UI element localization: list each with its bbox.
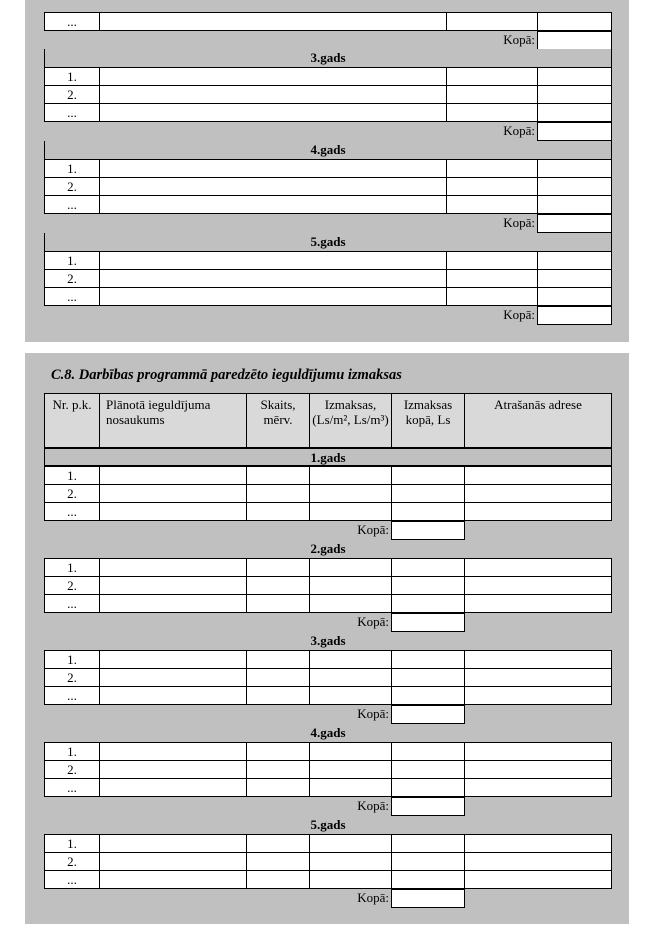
total-field[interactable] [391,797,465,816]
value-cell[interactable] [537,12,612,31]
investment-cell[interactable] [391,668,465,687]
investment-cell[interactable] [391,594,465,613]
value-cell[interactable] [446,251,538,270]
table-row [44,466,631,485]
name-cell[interactable] [99,269,447,288]
total-field[interactable] [537,214,612,233]
table-row [44,103,631,122]
row-number: ... [44,870,100,889]
investment-cell[interactable] [99,852,247,871]
investment-cell[interactable] [391,834,465,853]
investment-cell[interactable] [464,760,612,779]
investment-cell[interactable] [309,558,392,577]
previous-table-panel [25,0,629,342]
investment-cell[interactable] [309,650,392,669]
total-field[interactable] [391,521,465,540]
investment-cell[interactable] [99,834,247,853]
investment-cell[interactable] [99,760,247,779]
table-row [44,195,631,214]
table-row [44,269,631,288]
row-number: 1. [44,466,100,485]
value-cell[interactable] [537,177,612,196]
row-number: 1. [44,67,100,86]
table-row [44,576,631,595]
investment-cell[interactable] [464,558,612,577]
table-row [44,834,631,853]
investment-cell[interactable] [464,834,612,853]
total-label: Kopā: [503,123,535,138]
value-cell[interactable] [446,195,538,214]
row-number: 2. [44,576,100,595]
row-number: ... [44,195,100,214]
row-number: 2. [44,269,100,288]
name-cell[interactable] [99,195,447,214]
investment-cell[interactable] [246,558,310,577]
year-header: 2.gads [44,540,612,558]
investment-cell[interactable] [391,742,465,761]
table-row [44,558,631,577]
investment-cell[interactable] [246,484,310,503]
total-label: Kopā: [357,890,389,905]
investment-cell[interactable] [99,484,247,503]
investment-cell[interactable] [99,466,247,485]
value-cell[interactable] [446,67,538,86]
investment-cell[interactable] [464,852,612,871]
row-number: 1. [44,558,100,577]
investment-costs-panel [25,353,629,924]
value-cell[interactable] [446,177,538,196]
table-row [44,686,631,705]
year-header: 5.gads [44,233,612,251]
total-label: Kopā: [503,307,535,322]
table-row [44,668,631,687]
investment-cell[interactable] [464,576,612,595]
investment-cell[interactable] [309,760,392,779]
table-row [44,594,631,613]
investment-cell[interactable] [391,870,465,889]
investment-cell[interactable] [391,576,465,595]
investment-cell[interactable] [391,502,465,521]
table-row [44,251,631,270]
investment-cell[interactable] [464,594,612,613]
investment-cell[interactable] [246,650,310,669]
table-row [44,760,631,779]
year-header: 3.gads [44,49,612,67]
value-cell[interactable] [537,195,612,214]
investment-cell[interactable] [246,760,310,779]
year-header: 4.gads [44,141,612,159]
investment-cell[interactable] [391,760,465,779]
investment-cell[interactable] [99,742,247,761]
investment-cell[interactable] [246,742,310,761]
investment-cell[interactable] [391,466,465,485]
value-cell[interactable] [537,85,612,104]
investment-cell[interactable] [464,484,612,503]
investment-cell[interactable] [99,650,247,669]
investment-cell[interactable] [246,834,310,853]
total-label: Kopā: [357,706,389,721]
investment-cell[interactable] [309,834,392,853]
investment-cell[interactable] [246,778,310,797]
investment-cell[interactable] [309,668,392,687]
year-header: 5.gads [44,816,612,834]
row-number: 2. [44,85,100,104]
year-header: 3.gads [44,632,612,650]
investment-cell[interactable] [99,502,247,521]
table-row [44,742,631,761]
investment-cell[interactable] [464,650,612,669]
value-cell[interactable] [537,159,612,178]
header-name: Plānotā ieguldījuma nosaukums [99,393,247,448]
investment-cell[interactable] [464,668,612,687]
investment-cell[interactable] [391,558,465,577]
name-cell[interactable] [99,67,447,86]
name-cell[interactable] [99,85,447,104]
name-cell[interactable] [99,12,447,31]
investment-cell[interactable] [246,668,310,687]
investment-cell[interactable] [246,686,310,705]
value-cell[interactable] [446,12,538,31]
investment-cell[interactable] [99,558,247,577]
investment-cell[interactable] [246,852,310,871]
row-number: 2. [44,177,100,196]
investment-cell[interactable] [99,870,247,889]
name-cell[interactable] [99,177,447,196]
header-costs-total: Izmaksas kopā, Ls [391,393,465,448]
name-cell[interactable] [99,159,447,178]
name-cell[interactable] [99,251,447,270]
total-label: Kopā: [357,614,389,629]
investment-cell[interactable] [99,778,247,797]
total-field[interactable] [391,705,465,724]
investment-cell[interactable] [391,852,465,871]
investment-cell[interactable] [99,686,247,705]
investment-cell[interactable] [309,594,392,613]
header-costs-per-unit-text: Izmaksas, (Ls/m², Ls/m³) [312,397,389,427]
investment-cell[interactable] [309,870,392,889]
header-costs-per-unit [309,393,392,448]
value-cell[interactable] [446,85,538,104]
row-number: ... [44,287,100,306]
investment-cell[interactable] [246,870,310,889]
investment-cell[interactable] [391,686,465,705]
total-label: Kopā: [357,522,389,537]
investment-cell[interactable] [246,576,310,595]
year-header: 1.gads [44,448,612,466]
table-row [44,484,631,503]
value-cell[interactable] [446,269,538,288]
investment-cell[interactable] [309,466,392,485]
row-number: 1. [44,251,100,270]
investment-cell[interactable] [246,502,310,521]
table-row [44,85,631,104]
row-number: ... [44,502,100,521]
total-label: Kopā: [503,215,535,230]
row-number: 1. [44,742,100,761]
investment-cell[interactable] [464,778,612,797]
row-number: 2. [44,668,100,687]
total-field[interactable] [391,613,465,632]
row-number: 2. [44,484,100,503]
table-row [44,287,631,306]
row-number: 1. [44,650,100,669]
investment-cell[interactable] [309,576,392,595]
value-cell[interactable] [446,287,538,306]
total-field[interactable] [537,122,612,141]
row-number: ... [44,778,100,797]
investment-cell[interactable] [391,484,465,503]
table-row [44,67,631,86]
investment-cell[interactable] [464,466,612,485]
table-row [44,852,631,871]
investment-cell[interactable] [391,778,465,797]
total-field[interactable] [391,889,465,908]
investment-cell[interactable] [246,466,310,485]
name-cell[interactable] [99,103,447,122]
investment-cell[interactable] [309,778,392,797]
table-row [44,177,631,196]
value-cell[interactable] [446,159,538,178]
investment-cell[interactable] [309,742,392,761]
table-row [44,12,631,31]
total-label: Kopā: [503,32,535,47]
table-row [44,650,631,669]
header-quantity: Skaits, mērv. [246,393,310,448]
investment-cell[interactable] [464,502,612,521]
section-title: C.8. Darbības programmā paredzēto ieguldījumu izmaksas [51,367,402,383]
table-row [44,502,631,521]
investment-cell[interactable] [309,502,392,521]
table-row [44,778,631,797]
total-field[interactable] [537,306,612,325]
total-field[interactable] [537,31,612,50]
investment-cell[interactable] [99,594,247,613]
row-number: 1. [44,834,100,853]
year-header: 4.gads [44,724,612,742]
investment-cell[interactable] [309,852,392,871]
row-number: ... [44,686,100,705]
name-cell[interactable] [99,287,447,306]
investment-cell[interactable] [246,594,310,613]
header-nr: Nr. p.k. [44,393,100,448]
value-cell[interactable] [537,67,612,86]
row-number: 1. [44,159,100,178]
header-address: Atrašanās adrese [464,393,612,448]
investment-cell[interactable] [309,686,392,705]
investment-cell[interactable] [391,650,465,669]
investment-cell[interactable] [309,484,392,503]
value-cell[interactable] [537,251,612,270]
investment-cell[interactable] [464,742,612,761]
row-number: ... [44,594,100,613]
table-row [44,870,631,889]
value-cell[interactable] [446,103,538,122]
investment-cell[interactable] [99,668,247,687]
table-row [44,159,631,178]
row-number: 2. [44,852,100,871]
total-label: Kopā: [357,798,389,813]
investment-cell[interactable] [99,576,247,595]
row-number: ... [44,103,100,122]
investment-cell[interactable] [464,686,612,705]
value-cell[interactable] [537,269,612,288]
investment-cell[interactable] [464,870,612,889]
row-number: ... [44,12,100,31]
value-cell[interactable] [537,287,612,306]
row-number: 2. [44,760,100,779]
value-cell[interactable] [537,103,612,122]
